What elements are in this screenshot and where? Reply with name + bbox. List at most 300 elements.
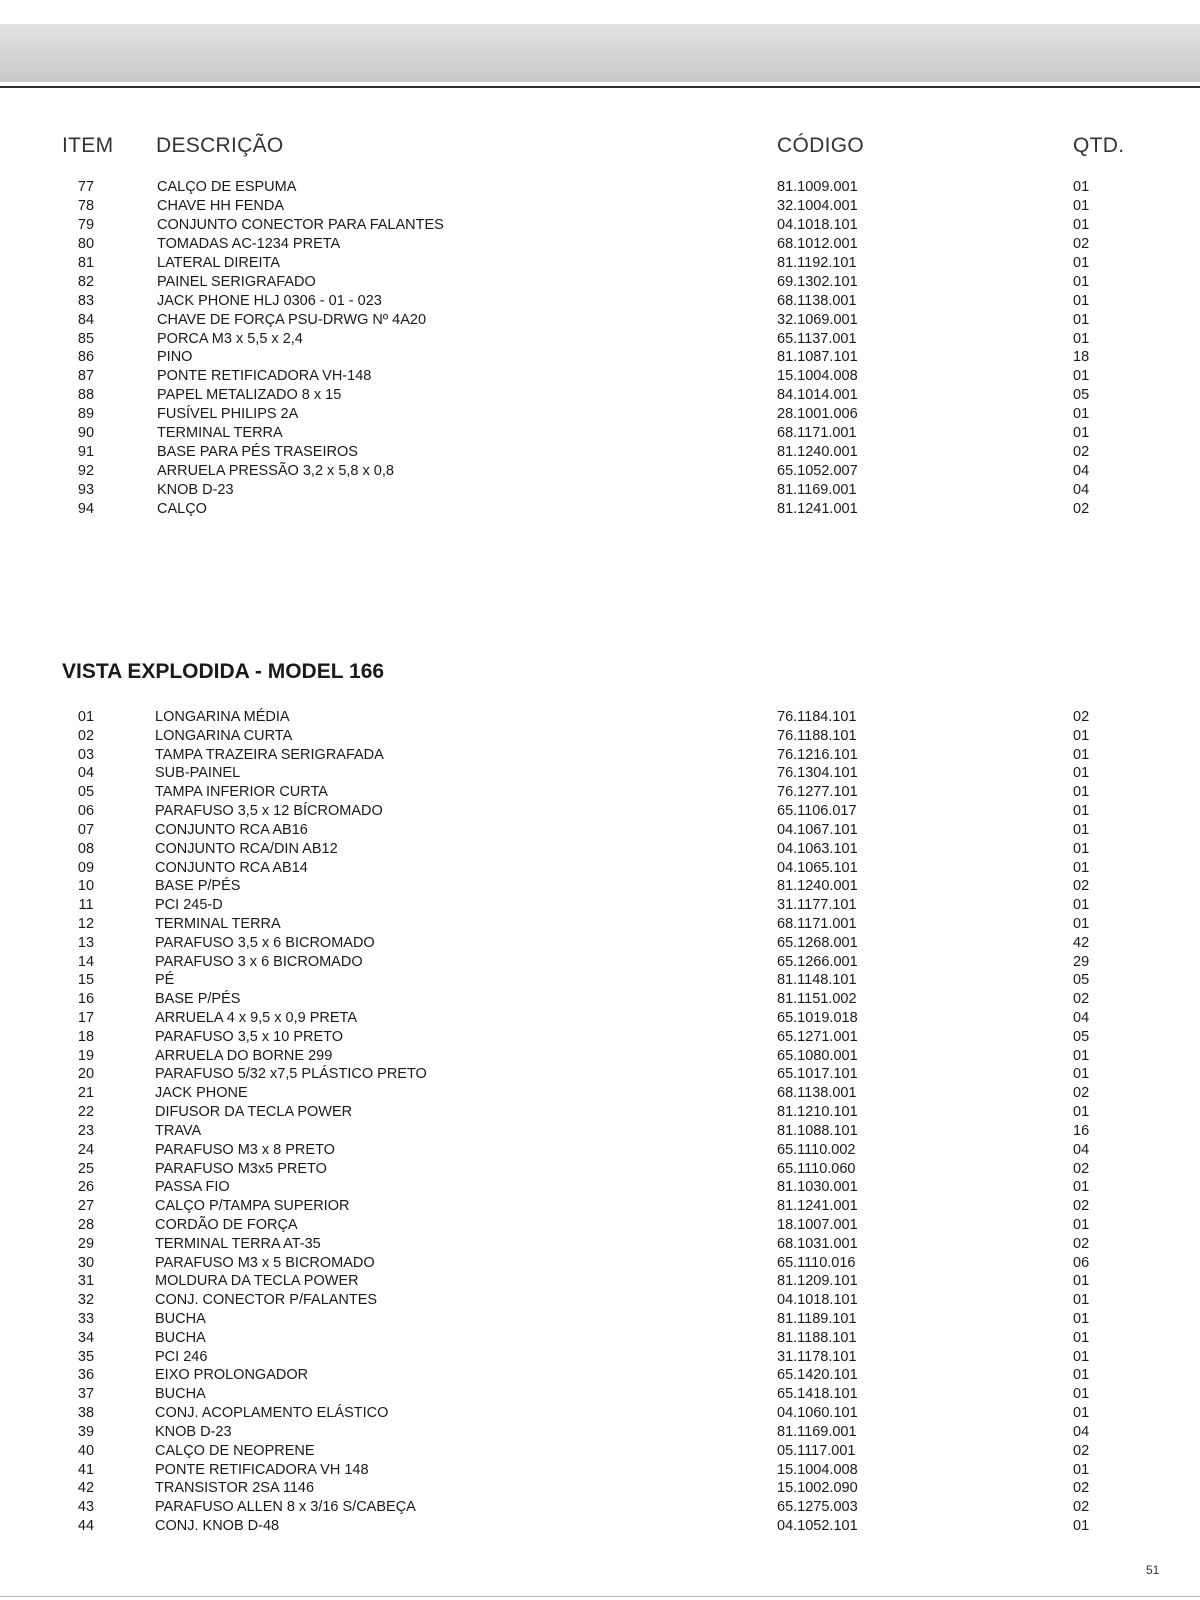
item-description: CALÇO DE NEOPRENE	[155, 1442, 315, 1459]
table-row	[0, 235, 1200, 254]
item-number: 43	[77, 1499, 95, 1516]
item-number: 27	[77, 1198, 95, 1215]
item-quantity: 02	[1073, 1160, 1090, 1177]
item-code: 81.1169.001	[777, 1423, 857, 1440]
item-code: 04.1018.101	[777, 216, 858, 233]
item-quantity: 01	[1073, 1292, 1090, 1309]
item-code: 81.1192.101	[777, 254, 857, 271]
table-row	[0, 197, 1200, 216]
item-quantity: 01	[1073, 292, 1090, 309]
item-code: 69.1302.101	[777, 273, 858, 290]
item-number: 33	[77, 1311, 95, 1327]
item-description: PARAFUSO M3 x 8 PRETO	[155, 1141, 335, 1158]
item-number: 34	[77, 1329, 95, 1346]
item-quantity: 04	[1073, 463, 1090, 480]
item-description: PARAFUSO ALLEN 8 x 3/16 S/CABEÇA	[155, 1499, 416, 1516]
table-row	[0, 348, 1200, 367]
item-description: TERMINAL TERRA	[157, 425, 283, 442]
item-code: 18.1007.001	[777, 1216, 858, 1233]
table-row	[0, 1235, 1200, 1254]
item-description: CONJUNTO RCA AB16	[155, 821, 308, 838]
table-row	[0, 1178, 1200, 1197]
table-row	[0, 764, 1200, 783]
item-description: TRANSISTOR 2SA 1146	[155, 1480, 315, 1497]
item-description: SUB-PAINEL	[155, 765, 241, 782]
item-description: LATERAL DIREITA	[157, 254, 281, 271]
item-quantity: 01	[1073, 821, 1090, 838]
item-number: 26	[77, 1179, 95, 1196]
item-description: PAPEL METALIZADO 8 x 15	[157, 387, 342, 404]
item-number: 15	[77, 972, 95, 989]
item-code: 04.1067.101	[777, 821, 858, 838]
item-description: PAINEL SERIGRAFADO	[157, 273, 316, 290]
item-code: 81.1188.101	[777, 1329, 857, 1346]
item-code: 04.1052.101	[777, 1517, 858, 1534]
item-quantity: 01	[1073, 216, 1090, 233]
item-code: 65.1106.017	[777, 803, 857, 820]
item-code: 65.1268.001	[777, 934, 858, 951]
item-code: 84.1014.001	[777, 387, 858, 404]
item-description: PARAFUSO M3x5 PRETO	[155, 1160, 327, 1177]
item-number: 37	[77, 1386, 95, 1403]
item-quantity: 05	[1073, 1028, 1090, 1045]
table-row	[0, 481, 1200, 500]
item-number: 25	[77, 1160, 95, 1177]
item-description: CHAVE DE FORÇA PSU-DRWG Nº 4A20	[157, 311, 427, 328]
item-description: BASE P/PÉS	[155, 991, 241, 1008]
item-code: 65.1266.001	[777, 953, 858, 970]
item-description: TAMPA INFERIOR CURTA	[155, 784, 328, 801]
table-row	[0, 1009, 1200, 1028]
item-code: 76.1188.101	[777, 727, 857, 744]
item-description: CONJUNTO RCA/DIN AB12	[155, 840, 338, 857]
item-quantity: 01	[1073, 897, 1090, 914]
item-description: EIXO PROLONGADOR	[155, 1367, 309, 1384]
item-code: 65.1110.016	[777, 1254, 856, 1271]
item-description: ARRUELA PRESSÃO 3,2 x 5,8 x 0,8	[157, 463, 394, 480]
item-code: 31.1178.101	[777, 1348, 857, 1365]
header-rule	[0, 86, 1200, 88]
item-code: 32.1004.001	[777, 197, 858, 214]
table-row	[0, 424, 1200, 443]
item-code: 81.1210.101	[777, 1104, 858, 1121]
table-row	[0, 1197, 1200, 1216]
item-number: 05	[77, 784, 95, 801]
item-code: 81.1148.101	[777, 972, 857, 989]
item-description: TRAVA	[155, 1122, 202, 1139]
item-description: PONTE RETIFICADORA VH 148	[155, 1461, 369, 1478]
table-row	[0, 254, 1200, 273]
item-code: 15.1002.090	[777, 1480, 858, 1497]
table-row	[0, 273, 1200, 292]
item-number: 40	[77, 1442, 95, 1459]
item-code: 68.1171.001	[777, 425, 857, 442]
item-number: 38	[77, 1405, 95, 1422]
item-code: 76.1304.101	[777, 765, 858, 782]
item-quantity: 29	[1073, 953, 1090, 970]
item-quantity: 01	[1073, 1104, 1090, 1121]
item-code: 81.1241.001	[777, 1198, 858, 1215]
item-number: 01	[77, 709, 95, 725]
table-row	[0, 330, 1200, 349]
item-number: 19	[77, 1047, 95, 1064]
table-row	[0, 1329, 1200, 1348]
item-description: TOMADAS AC-1234 PRETA	[157, 235, 341, 252]
table-row	[0, 1028, 1200, 1047]
item-number: 02	[77, 727, 95, 744]
item-quantity: 04	[1073, 482, 1090, 498]
item-description: CORDÃO DE FORÇA	[155, 1216, 298, 1233]
item-code: 15.1004.008	[777, 368, 858, 385]
item-code: 76.1216.101	[777, 746, 858, 763]
table-row	[0, 1385, 1200, 1404]
item-code: 81.1087.101	[777, 349, 858, 366]
item-quantity: 01	[1073, 1517, 1090, 1534]
item-number: 23	[77, 1122, 95, 1139]
column-header-item: ITEM	[62, 134, 114, 157]
item-code: 81.1088.101	[777, 1122, 858, 1139]
item-number: 41	[77, 1461, 95, 1478]
table-row	[0, 802, 1200, 821]
item-description: PÉ	[155, 972, 175, 989]
item-description: CALÇO	[157, 500, 207, 517]
item-description: CALÇO DE ESPUMA	[157, 179, 297, 195]
item-description: BASE PARA PÉS TRASEIROS	[157, 444, 358, 461]
column-header-quantity: QTD.	[1073, 134, 1125, 157]
item-quantity: 04	[1073, 1141, 1090, 1158]
item-quantity: 01	[1073, 746, 1090, 763]
table-row	[0, 1423, 1200, 1442]
item-quantity: 01	[1073, 765, 1090, 782]
item-number: 90	[77, 425, 95, 442]
table-row	[0, 708, 1200, 727]
table-row	[0, 1084, 1200, 1103]
item-quantity: 01	[1073, 1329, 1090, 1346]
item-description: DIFUSOR DA TECLA POWER	[155, 1104, 353, 1121]
item-quantity: 01	[1073, 1311, 1090, 1327]
parts-table-continued	[0, 178, 1200, 519]
item-number: 31	[77, 1273, 95, 1290]
table-row	[0, 783, 1200, 802]
item-quantity: 01	[1073, 1179, 1090, 1196]
item-code: 65.1420.101	[777, 1367, 858, 1384]
item-description: BUCHA	[155, 1311, 206, 1327]
item-quantity: 01	[1073, 197, 1090, 214]
item-number: 08	[77, 840, 95, 857]
item-quantity: 01	[1073, 1461, 1090, 1478]
table-row	[0, 821, 1200, 840]
table-row	[0, 367, 1200, 386]
table-row	[0, 500, 1200, 519]
item-description: LONGARINA MÉDIA	[155, 709, 290, 725]
item-description: CONJ. KNOB D-48	[155, 1517, 280, 1534]
table-row	[0, 1291, 1200, 1310]
header-band	[0, 24, 1200, 82]
item-quantity: 01	[1073, 254, 1090, 271]
item-code: 81.1030.001	[777, 1179, 858, 1196]
item-quantity: 01	[1073, 406, 1090, 423]
item-code: 65.1052.007	[777, 463, 858, 480]
item-quantity: 01	[1073, 425, 1090, 442]
table-row	[0, 443, 1200, 462]
table-row	[0, 1103, 1200, 1122]
table-row	[0, 405, 1200, 424]
item-number: 11	[78, 897, 94, 914]
item-quantity: 01	[1073, 1066, 1090, 1083]
item-quantity: 01	[1073, 915, 1090, 932]
table-row	[0, 1498, 1200, 1517]
table-row	[0, 1348, 1200, 1367]
item-quantity: 42	[1073, 934, 1090, 951]
item-description: JACK PHONE HLJ 0306 - 01 - 023	[157, 292, 382, 309]
item-quantity: 02	[1073, 878, 1090, 895]
item-code: 65.1019.018	[777, 1010, 858, 1026]
item-number: 79	[77, 216, 95, 233]
item-number: 13	[77, 934, 95, 951]
item-code: 32.1069.001	[777, 311, 858, 328]
item-code: 65.1080.001	[777, 1047, 858, 1064]
item-code: 65.1137.001	[777, 330, 857, 347]
item-number: 04	[77, 765, 95, 782]
table-row	[0, 746, 1200, 765]
item-number: 06	[77, 803, 95, 820]
table-row	[0, 1442, 1200, 1461]
item-code: 65.1110.002	[777, 1141, 856, 1158]
item-description: TERMINAL TERRA	[155, 915, 281, 932]
item-number: 82	[77, 273, 95, 290]
item-quantity: 01	[1073, 1348, 1090, 1365]
item-description: KNOB D-23	[157, 482, 234, 498]
item-description: KNOB D-23	[155, 1423, 232, 1440]
item-description: PCI 245-D	[155, 897, 223, 914]
item-number: 42	[77, 1480, 95, 1497]
item-code: 81.1241.001	[777, 500, 858, 517]
item-quantity: 01	[1073, 1405, 1090, 1422]
item-quantity: 02	[1073, 500, 1090, 517]
table-row	[0, 1254, 1200, 1273]
item-number: 35	[77, 1348, 95, 1365]
item-quantity: 01	[1073, 311, 1090, 328]
item-quantity: 05	[1073, 387, 1090, 404]
item-number: 77	[77, 179, 95, 195]
item-code: 76.1184.101	[777, 709, 857, 725]
table-row	[0, 971, 1200, 990]
item-number: 80	[77, 235, 95, 252]
item-quantity: 06	[1073, 1254, 1090, 1271]
table-row	[0, 1366, 1200, 1385]
item-quantity: 01	[1073, 727, 1090, 744]
item-quantity: 01	[1073, 1386, 1090, 1403]
item-number: 18	[77, 1028, 95, 1045]
item-description: LONGARINA CURTA	[155, 727, 293, 744]
table-row	[0, 386, 1200, 405]
table-row	[0, 877, 1200, 896]
item-number: 36	[77, 1367, 95, 1384]
item-quantity: 02	[1073, 1480, 1090, 1497]
item-number: 88	[77, 387, 95, 404]
item-quantity: 05	[1073, 972, 1090, 989]
item-quantity: 02	[1073, 235, 1090, 252]
item-description: CALÇO P/TAMPA SUPERIOR	[155, 1198, 350, 1215]
item-description: PASSA FIO	[155, 1179, 230, 1196]
item-number: 09	[77, 859, 95, 876]
item-description: CONJUNTO CONECTOR PARA FALANTES	[157, 216, 444, 233]
table-row	[0, 1122, 1200, 1141]
item-code: 76.1277.101	[777, 784, 858, 801]
table-row	[0, 1517, 1200, 1536]
item-quantity: 02	[1073, 1499, 1090, 1516]
bottom-rule	[0, 1596, 1200, 1597]
item-description: PARAFUSO M3 x 5 BICROMADO	[155, 1254, 375, 1271]
table-row	[0, 311, 1200, 330]
item-number: 93	[77, 482, 95, 498]
item-code: 65.1418.101	[777, 1386, 858, 1403]
item-number: 85	[77, 330, 95, 347]
item-quantity: 01	[1073, 1273, 1090, 1290]
column-header-description: DESCRIÇÃO	[156, 134, 284, 157]
item-number: 12	[77, 915, 95, 932]
table-row	[0, 896, 1200, 915]
item-description: BUCHA	[155, 1386, 206, 1403]
column-header-code: CÓDIGO	[777, 134, 864, 157]
item-code: 04.1018.101	[777, 1292, 858, 1309]
item-description: JACK PHONE	[155, 1085, 248, 1102]
item-number: 29	[77, 1235, 95, 1252]
item-number: 20	[77, 1066, 95, 1083]
table-row	[0, 1141, 1200, 1160]
item-quantity: 16	[1073, 1122, 1090, 1139]
item-quantity: 18	[1073, 349, 1090, 366]
item-description: PARAFUSO 3,5 x 6 BICROMADO	[155, 934, 375, 951]
item-description: CHAVE HH FENDA	[157, 197, 285, 214]
item-code: 05.1117.001	[777, 1442, 856, 1459]
item-quantity: 01	[1073, 1367, 1090, 1384]
table-row	[0, 216, 1200, 235]
item-code: 81.1209.101	[777, 1273, 858, 1290]
item-code: 81.1151.002	[777, 991, 857, 1008]
page-number: 51	[1146, 1563, 1160, 1577]
item-code: 28.1001.006	[777, 406, 858, 423]
item-number: 87	[77, 368, 95, 385]
item-quantity: 01	[1073, 859, 1090, 876]
item-code: 81.1189.101	[777, 1311, 857, 1327]
item-code: 65.1271.001	[777, 1028, 858, 1045]
item-description: MOLDURA DA TECLA POWER	[155, 1273, 359, 1290]
item-code: 68.1031.001	[777, 1235, 858, 1252]
item-quantity: 02	[1073, 709, 1090, 725]
item-number: 28	[77, 1216, 95, 1233]
item-code: 81.1240.001	[777, 878, 858, 895]
item-quantity: 04	[1073, 1010, 1090, 1026]
item-quantity: 01	[1073, 273, 1090, 290]
item-quantity: 01	[1073, 1216, 1090, 1233]
table-row	[0, 1272, 1200, 1291]
item-code: 31.1177.101	[777, 897, 857, 914]
table-row	[0, 1216, 1200, 1235]
item-description: ARRUELA DO BORNE 299	[155, 1047, 333, 1064]
table-row	[0, 915, 1200, 934]
item-description: CONJ. ACOPLAMENTO ELÁSTICO	[155, 1405, 389, 1422]
table-row	[0, 840, 1200, 859]
item-code: 04.1065.101	[777, 859, 858, 876]
item-code: 68.1012.001	[777, 235, 858, 252]
table-row	[0, 859, 1200, 878]
item-number: 92	[77, 463, 95, 480]
item-code: 04.1063.101	[777, 840, 858, 857]
item-number: 10	[77, 878, 95, 895]
item-quantity: 02	[1073, 991, 1090, 1008]
item-code: 04.1060.101	[777, 1405, 858, 1422]
item-number: 39	[77, 1423, 95, 1440]
item-description: PARAFUSO 5/32 x7,5 PLÁSTICO PRETO	[155, 1066, 427, 1083]
item-description: BASE P/PÉS	[155, 878, 241, 895]
table-row	[0, 1461, 1200, 1480]
item-number: 24	[77, 1141, 95, 1158]
item-quantity: 01	[1073, 1047, 1090, 1064]
item-description: TAMPA TRAZEIRA SERIGRAFADA	[155, 746, 384, 763]
item-number: 84	[77, 311, 95, 328]
item-quantity: 04	[1073, 1423, 1090, 1440]
item-number: 14	[77, 953, 95, 970]
item-code: 65.1017.101	[777, 1066, 858, 1083]
item-quantity: 01	[1073, 368, 1090, 385]
item-number: 44	[77, 1517, 95, 1534]
item-code: 68.1138.001	[777, 1085, 857, 1102]
table-row	[0, 1160, 1200, 1179]
item-quantity: 02	[1073, 1442, 1090, 1459]
table-row	[0, 462, 1200, 481]
item-description: PINO	[157, 349, 193, 366]
item-description: ARRUELA 4 x 9,5 x 0,9 PRETA	[155, 1010, 358, 1026]
item-description: PONTE RETIFICADORA VH-148	[157, 368, 372, 385]
item-code: 68.1171.001	[777, 915, 857, 932]
item-code: 81.1169.001	[777, 482, 857, 498]
item-quantity: 02	[1073, 1085, 1090, 1102]
item-number: 22	[77, 1104, 95, 1121]
table-row	[0, 178, 1200, 197]
item-quantity: 01	[1073, 179, 1090, 195]
item-number: 81	[77, 254, 95, 271]
table-row	[0, 727, 1200, 746]
item-description: CONJUNTO RCA AB14	[155, 859, 308, 876]
item-number: 17	[77, 1010, 95, 1026]
table-row	[0, 292, 1200, 311]
item-quantity: 02	[1073, 444, 1090, 461]
item-description: FUSÍVEL PHILIPS 2A	[157, 406, 299, 423]
item-description: TERMINAL TERRA AT-35	[155, 1235, 321, 1252]
item-description: PARAFUSO 3,5 x 10 PRETO	[155, 1028, 344, 1045]
item-quantity: 01	[1073, 330, 1090, 347]
item-code: 15.1004.008	[777, 1461, 858, 1478]
item-number: 03	[77, 746, 95, 763]
table-row	[0, 1047, 1200, 1066]
item-number: 16	[77, 991, 95, 1008]
item-description: PCI 246	[155, 1348, 208, 1365]
item-number: 30	[77, 1254, 95, 1271]
item-description: PARAFUSO 3,5 x 12 BÍCROMADO	[155, 803, 383, 820]
section-title: VISTA EXPLODIDA - MODEL 166	[62, 660, 385, 683]
item-quantity: 01	[1073, 784, 1090, 801]
table-row	[0, 934, 1200, 953]
item-description: CONJ. CONECTOR P/FALANTES	[155, 1292, 378, 1309]
item-code: 65.1275.003	[777, 1499, 858, 1516]
item-code: 65.1110.060	[777, 1160, 856, 1177]
parts-table-exploded-view	[0, 708, 1200, 1536]
table-row	[0, 990, 1200, 1009]
table-row	[0, 1310, 1200, 1329]
table-row	[0, 1065, 1200, 1084]
item-quantity: 02	[1073, 1235, 1090, 1252]
